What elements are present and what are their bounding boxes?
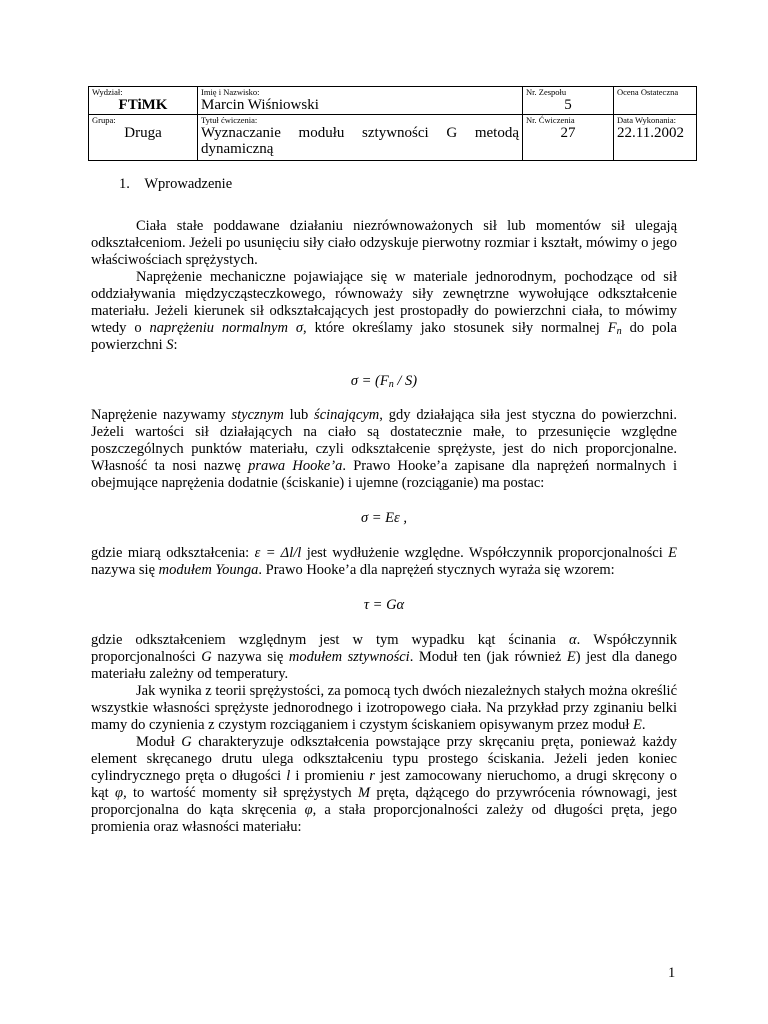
cell-wydzial [89,87,198,115]
cell-cwiczenie [523,115,614,161]
cell-grupa [89,115,198,161]
value-tytul: Wyznaczanie modułu sztywności G metodą dynamiczną [201,125,519,157]
cell-zespol [523,87,614,115]
paragraph-3: Naprężenie nazywamy stycznym lub ścinającym, gdy działająca siła jest styczna do powierzchni. Jeżeli wartości sił działających na ciało są dostatecznie małe, to przesunięcie względne poszczególnych punktów materiału, czyli odkształcenie sprężyste, jest do nich proporcjonalne. Własność ta nosi nazwę prawa Hooke’a. Prawo Hooke’a zapisane dla naprężeń normalnych i obejmujące naprężenia dodatnie (ściskanie) i ujemne (rozciąganie) ma postac: [91,407,677,491]
label-zespol: Nr. Zespołu [526,87,567,97]
document-body [91,176,677,836]
label-imie: Imię i Nazwisko: [201,87,260,97]
formula-hooke-shear: τ = Gα [363,597,405,613]
cell-imie [198,87,523,115]
label-data: Data Wykonania: [617,115,677,125]
value-wydzial: FTiMK [118,97,168,113]
label-tytul: Tytuł ćwiczenia: [201,115,258,125]
label-cwiczenie: Nr. Ćwiczenia [526,115,575,125]
value-data: 22.11.2002 [617,125,684,141]
value-zespol: 5 [564,97,572,113]
paragraph-2: Naprężenie mechaniczne pojawiające się w materiale jednorodnym, pochodzące od sił oddziaływania międzycząsteczkowego, równoważy siły zewnętrzne wywołujące odkształcenie materiału. Jeżeli kierunek sił odkształcających jest prostopadły do powierzchni ciała, to mówimy wtedy o naprężeniu normalnym σ, które określamy jako stosunek siły normalnej $F_n$ do pola powierzchni S: [91,269,677,353]
label-wydzial: Wydział: [92,87,123,97]
cell-tytul [198,115,523,161]
paragraph-4: gdzie miarą odkształcenia: ε = Δl/l jest wydłużenie względne. Współczynnik proporcjonalności E nazywa się modułem Younga. Prawo Hooke’a dla naprężeń stycznych wyraża się wzorem: [91,545,677,578]
section-number: 1. [119,176,130,192]
section-heading [91,176,677,193]
label-grupa: Grupa: [92,115,116,125]
paragraph-6: Jak wynika z teorii sprężystości, za pomocą tych dwóch niezależnych stałych można określić wszystkie własności sprężyste jednorodnego i izotropowego ciała. Na przykład przy zginaniu belki mamy do czynienia z czystym rozciąganiem i czystym ściskaniem opisywanym przez moduł E. [91,683,677,733]
formula-hooke-normal: σ = Eε , [360,510,407,526]
cell-ocena [614,87,697,115]
label-ocena: Ocena Ostateczna [617,87,679,97]
value-cwiczenie: 27 [560,125,576,141]
header-table [88,86,697,161]
cell-data [614,115,697,161]
formula-sigma-normal: $\sigma = (F_n / S)$ [350,373,418,390]
value-grupa: Druga [124,125,162,141]
paragraph-1: Ciała stałe poddawane działaniu niezrównoważonych sił lub momentów sił ulegają odkształceniom. Jeżeli po usunięciu siły ciało odzyskuje pierwotny rozmiar i kształt, mówimy o jego właściwościach sprężystych. [91,218,677,268]
value-imie: Marcin Wiśniowski [201,97,319,113]
section-title: Wprowadzenie [144,176,233,192]
paragraph-7: Moduł G charakteryzuje odkształcenia powstające przy skręcaniu pręta, ponieważ każdy element skręcanego drutu ulega odkształceniu typu prostego ściskania. Jeżeli jeden koniec cylindrycznego pręta o długości l i promieniu r jest zamocowany nieruchomo, a drugi skręcony o kąt φ, to wartość momenty sił sprężystych M pręta, dążącego do przywrócenia równowagi, jest proporcjonalna do kąta skręcenia φ, a stała proporcjonalności zależy od długości pręta, jego promienia oraz własności materiału: [91,734,678,835]
paragraph-5: gdzie odkształceniem względnym jest w tym wypadku kąt ścinania α. Współczynnik proporcjonalności G nazywa się modułem sztywności. Moduł ten (jak również E) jest dla danego materiału zależny od temperatury. [91,632,678,682]
page-number: 1 [668,965,676,981]
